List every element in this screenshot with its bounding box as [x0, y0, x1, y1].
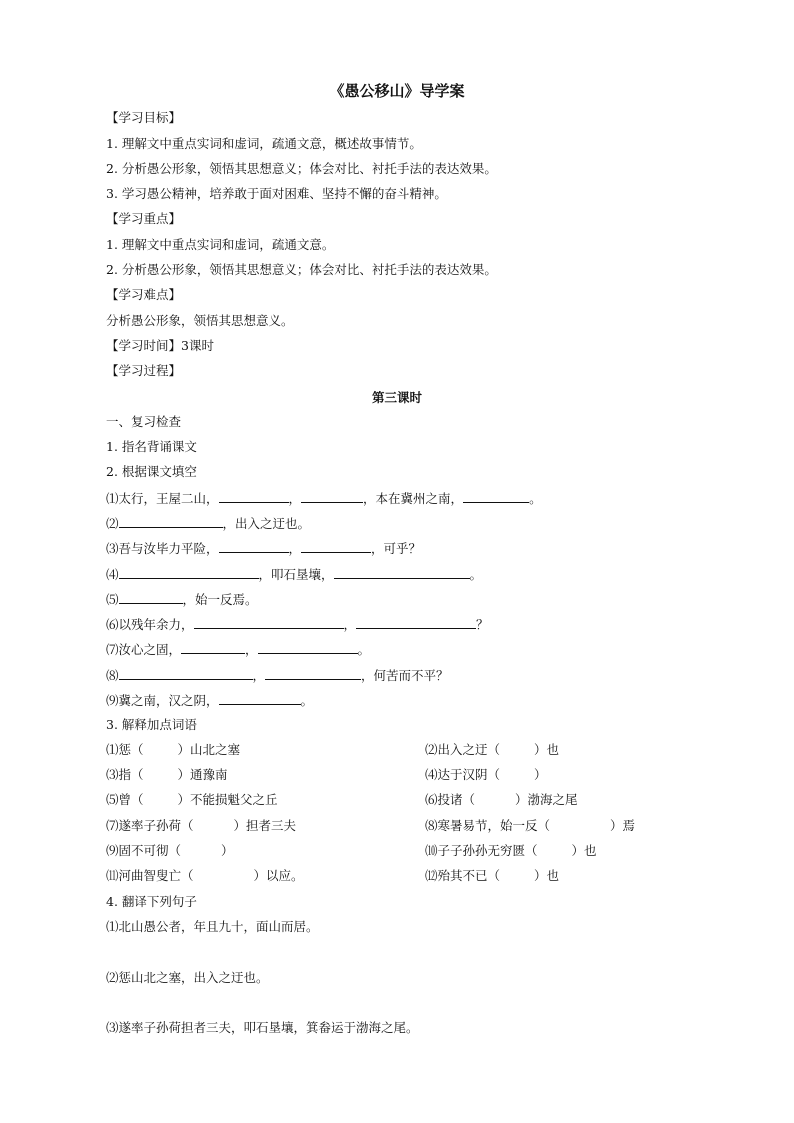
difficulty-text: 分析愚公形象，领悟其思想意义。	[106, 313, 294, 328]
answer-blank[interactable]	[119, 591, 183, 604]
vocab-item: ⑽子子孙孙无穷匮（ ）也	[425, 843, 597, 858]
answer-blank[interactable]	[194, 616, 344, 629]
vocab-item: ⑿殆其不已（ ）也	[425, 868, 560, 883]
vocab-item: ⑹投诸（ ）渤海之尾	[425, 792, 578, 807]
fill-item-6: ⑹以残年余力， ， ？	[106, 617, 489, 632]
fill-item-5: ⑸ ，始一反焉。	[106, 592, 258, 607]
fill-item-9: ⑼冀之南，汉之阴， 。	[106, 693, 314, 708]
answer-blank[interactable]	[119, 515, 223, 528]
fill-item-3: ⑶吾与汝毕力平险， ， ，可乎？	[106, 541, 422, 556]
answer-blank[interactable]	[258, 641, 358, 654]
translate-item-2: ⑵惩山北之塞，出入之迂也。	[106, 970, 269, 985]
vocab-item: ⑼固不可彻（ ）	[106, 843, 234, 858]
vocab-item: ⑴惩（ ）山北之塞	[106, 742, 241, 757]
page-title: 《愚公移山》导学案	[329, 82, 465, 100]
answer-blank[interactable]	[219, 540, 289, 553]
time-line	[106, 338, 214, 354]
answer-blank[interactable]	[119, 566, 259, 579]
answer-blank[interactable]	[181, 641, 245, 654]
answer-blank[interactable]	[301, 540, 371, 553]
time-heading: 【学习时间】	[106, 338, 182, 353]
fill-item-2: ⑵ ，出入之迂也。	[106, 516, 311, 531]
vocab-item: ⑺遂率子孙荷（ ）担者三夫	[106, 818, 297, 833]
translate-item-1: ⑴北山愚公者，年且九十，面山而居。	[106, 919, 319, 934]
objective-1: 1. 理解文中重点实词和虚词，疏通文意，概述故事情节。	[106, 136, 422, 151]
answer-blank[interactable]	[301, 490, 363, 503]
answer-blank[interactable]	[265, 667, 361, 680]
objectives-heading: 【学习目标】	[106, 110, 182, 125]
section-review: 一、复习检查	[106, 414, 182, 429]
key-point-1: 1. 理解文中重点实词和虚词，疏通文意。	[106, 237, 335, 252]
vocab-item: ⑵出入之迂（ ）也	[425, 742, 560, 757]
fill-item-7: ⑺汝心之固， ， 。	[106, 642, 371, 657]
answer-blank[interactable]	[219, 692, 301, 705]
translate-item-3: ⑶遂率子孙荷担者三夫，叩石垦壤，箕畚运于渤海之尾。	[106, 1020, 419, 1035]
key-point-2: 2. 分析愚公形象，领悟其思想意义；体会对比、衬托手法的表达效果。	[106, 262, 497, 277]
vocab-item: ⑷达于汉阴（ ）	[425, 767, 547, 782]
question-3: 3. 解释加点词语	[106, 717, 197, 732]
question-1: 1. 指名背诵课文	[106, 439, 197, 454]
process-heading: 【学习过程】	[106, 363, 182, 378]
fill-item-8: ⑻ ， ，何苦而不平？	[106, 668, 449, 683]
answer-blank[interactable]	[219, 490, 289, 503]
vocab-item: ⑶指（ ）通豫南	[106, 767, 228, 782]
difficulty-heading: 【学习难点】	[106, 287, 182, 302]
fill-item-1: ⑴太行，王屋二山， ， ，本在冀州之南， 。	[106, 491, 542, 506]
answer-blank[interactable]	[334, 566, 470, 579]
fill-item-4: ⑷ ，叩石垦壤， 。	[106, 567, 483, 582]
time-value: 3课时	[181, 338, 214, 353]
question-2: 2. 根据课文填空	[106, 464, 197, 479]
objective-2: 2. 分析愚公形象，领悟其思想意义；体会对比、衬托手法的表达效果。	[106, 161, 497, 176]
answer-blank[interactable]	[356, 616, 476, 629]
question-4: 4. 翻译下列句子	[106, 894, 197, 909]
answer-blank[interactable]	[463, 490, 529, 503]
vocab-item: ⑻寒暑易节，始一反（ ）焉	[425, 818, 636, 833]
session-title: 第三课时	[371, 390, 422, 405]
vocab-item: ⑸曾（ ）不能损魁父之丘	[106, 792, 278, 807]
objective-3: 3. 学习愚公精神，培养敢于面对困难、坚持不懈的奋斗精神。	[106, 186, 447, 201]
answer-blank[interactable]	[119, 667, 253, 680]
vocab-item: ⑾河曲智叟亡（ ）以应。	[106, 868, 304, 883]
key-points-heading: 【学习重点】	[106, 211, 182, 226]
